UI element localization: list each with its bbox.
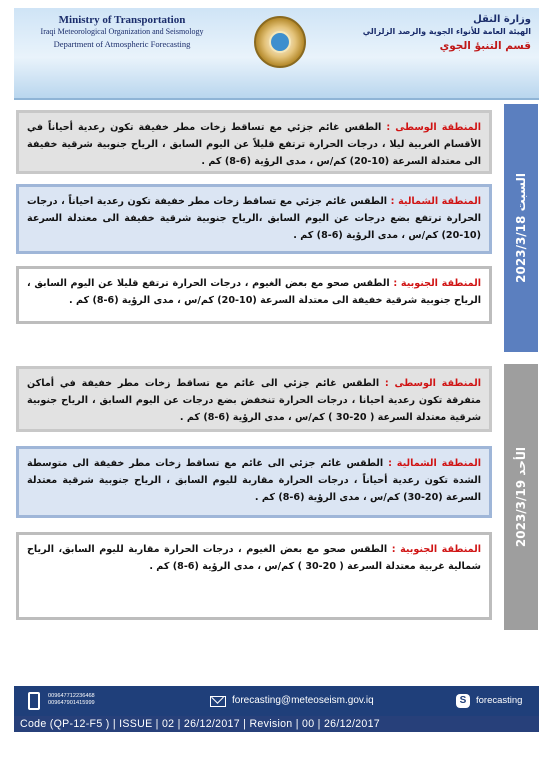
forecast-day-2 bbox=[16, 364, 538, 630]
organization-name-en: Iraqi Meteorological Organization and Seismology bbox=[40, 27, 204, 36]
region-title: المنطقة الشمالية : bbox=[390, 196, 481, 207]
region-forecast-text: الطقس غائم جزئي الى غائم مع تساقط زخات مطر خفيفة في أماكن متفرقة تكون رعدية احيانا ، درجات الحرارة تنخفض بضع درجات عن اليوم السابق ، الرياح جنوبية شرقية معتدلة السرعة ( 20-30 ) كم/س ، مدى الرؤية (6-8) كم . bbox=[27, 378, 481, 423]
day-2-date-label bbox=[504, 364, 538, 630]
region-forecast-text: الطقس صحو مع بعض الغيوم ، درجات الحرارة ترتفع قليلا عن اليوم السابق ، الرياح جنوبية شرقية خفيفة الى معتدلة السرعة (10-20) كم/س ، مدى الرؤية (6-8) كم . bbox=[27, 278, 481, 306]
region-forecast-text: الطقس صحو مع بعض الغيوم ، درجات الحرارة مقاربة لليوم السابق، الرياح شمالية غربية معتدلة السرعة ( 20-30 ) كم/س ، مدى الرؤية (6-8) كم . bbox=[27, 544, 481, 572]
region-north-day2 bbox=[16, 446, 492, 518]
region-south-day2 bbox=[16, 532, 492, 620]
organization-name-ar: الهيئة العامة للأنواء الجوية والرصد الزلزالي bbox=[362, 27, 531, 36]
header-arabic-block bbox=[341, 14, 531, 52]
document-code-bar: Code (QP-12-F‏5 ) | ISSUE | 02 | 26/12/2017 | Revision | 00 | 26/12/2017 bbox=[14, 716, 539, 732]
region-title: المنطقة الوسطى : bbox=[384, 378, 481, 389]
region-forecast-text: الطقس غائم جزئي الى غائم مع تساقط زخات مطر خفيفة الى متوسطة الشدة تكون رعدية أحياناً ، درجات الحرارة مقاربة لليوم السابق ، الرياح جنوبية شرقية معتدلة السرعة (20-30) كم/س ، مدى الرؤية (6-8) كم . bbox=[27, 458, 481, 503]
skype-icon: S bbox=[456, 694, 470, 708]
forecast-day-1 bbox=[16, 104, 538, 352]
phone-number-1: 009647712236468 bbox=[48, 693, 95, 699]
header-banner bbox=[14, 8, 539, 100]
region-title: المنطقة الجنوبية : bbox=[393, 278, 481, 289]
organization-logo bbox=[254, 16, 306, 68]
region-central-day1 bbox=[16, 110, 492, 174]
phone-number-2: 009647901415999 bbox=[48, 700, 95, 706]
header-english-block bbox=[22, 14, 222, 49]
phone-icon bbox=[28, 692, 40, 710]
ministry-name-en: Ministry of Transportation bbox=[58, 14, 186, 26]
day-1-date-text: السبت 2023/3/18 bbox=[514, 173, 528, 283]
department-name-en: Department of Atmospheric Forecasting bbox=[53, 39, 191, 49]
department-name-ar: قسم التنبؤ الجوي bbox=[439, 40, 531, 52]
envelope-icon bbox=[210, 696, 226, 707]
region-forecast-text: الطقس غائم جزئي مع تساقط زخات مطر خفيفة تكون رعدية احياناً ، درجات الحرارة ترتفع بضع درجات عن اليوم السابق ،الرياح جنوبية شرقية خفيفة الى معتدلة السرعة (10-20) كم/س ، مدى الرؤية (6-8) كم . bbox=[27, 196, 481, 241]
region-south-day1 bbox=[16, 266, 492, 324]
region-title: المنطقة الشمالية : bbox=[388, 458, 481, 469]
ministry-name-ar: وزارة النقل bbox=[473, 14, 531, 25]
region-title: المنطقة الوسطى : bbox=[386, 122, 482, 133]
day-2-date-text: الأحد 2023/3/19 bbox=[514, 446, 528, 548]
region-forecast-text: الطقس غائم جزئي مع تساقط زخات مطر خفيفة تكون رعدية أحياناً في الأقسام الغربية ليلا ، درجات الحرارة ترتفع قليلاً عن اليوم السابق ، الرياح جنوبية شرقية خفيفة الى معتدلة السرعة (10-20) كم/س ، مدى الرؤية (6-8) كم . bbox=[27, 122, 481, 167]
phone-numbers bbox=[48, 693, 95, 707]
day-1-date-label bbox=[504, 104, 538, 352]
email-link[interactable]: forecasting@meteoseism.gov.iq bbox=[232, 695, 374, 706]
skype-handle: forecasting bbox=[476, 695, 523, 706]
region-title: المنطقة الجنوبية : bbox=[391, 544, 481, 555]
region-north-day1 bbox=[16, 184, 492, 254]
contact-footer bbox=[14, 686, 539, 716]
region-central-day2 bbox=[16, 366, 492, 432]
